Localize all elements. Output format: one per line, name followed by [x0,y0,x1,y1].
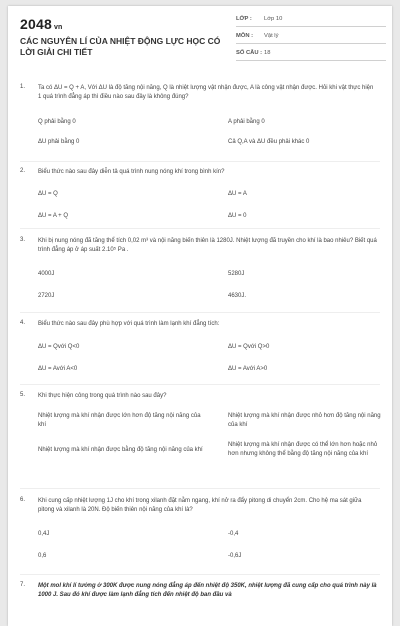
question-text: Khi thực hiện công trong quá trình nào sau đây? [38,393,167,399]
meta-value: Lớp 10 [264,16,283,22]
divider [20,228,380,229]
document-meta [236,16,386,67]
question-text: Biểu thức nào sau đây diễn tả quá trình nung nóng khí trong bình kín? [38,169,225,175]
meta-question-count [236,50,386,67]
meta-underline [236,43,386,44]
logo-text: 2048 [20,16,52,32]
option-b[interactable]: A phải bằng 0 [228,119,265,125]
option-d[interactable]: 4630J. [228,293,247,299]
option-a[interactable]: Q phải bằng 0 [38,119,76,125]
question-number: 2. [20,168,26,174]
option-c[interactable]: ΔU phải bằng 0 [38,139,80,145]
logo-suffix: vn [53,24,63,31]
question-number: 7. [20,582,26,588]
meta-value: Vật lý [264,33,279,39]
divider [20,384,380,385]
question-text: Khi cung cấp nhiệt lượng 1J cho khí trong xilanh đặt nằm ngang, khí nở ra đẩy pitong di chuyển 2cm. Cho hệ ma sát giữa pitong và xilanh là 20N. Độ biến thiên nội năng của khí là? [38,498,362,513]
option-d[interactable]: Cả Q,A và ΔU đều phải khác 0 [228,139,310,145]
option-b[interactable]: 5280J [228,271,245,277]
option-c[interactable]: ΔU = Avới A<0 [38,366,78,372]
question-text: Khi bị nung nóng đã tăng thể tích 0,02 m³ và nội năng biến thiên là 1280J. Nhiệt lượng đã truyền cho khí là bao nhiêu? Biết quá trình đẳng áp ở áp suất 2.10⁵ Pa . [38,238,377,253]
worksheet-header [8,6,392,66]
meta-subject [236,33,386,50]
option-a[interactable]: 4000J [38,271,55,277]
document-title: CÁC NGUYÊN LÍ CỦA NHIỆT ĐỘNG LỰC HỌC CÓ LỜI GIẢI CHI TIẾT [20,36,221,57]
meta-key: MÔN : [236,33,254,39]
option-b[interactable]: -0,4 [228,531,239,537]
option-c[interactable]: ΔU = A + Q [38,213,69,219]
meta-grade [236,16,386,33]
meta-underline [236,26,386,27]
option-a[interactable]: 0,4J [38,531,50,537]
option-c[interactable]: 2720J [38,293,55,299]
divider [20,574,380,575]
option-b[interactable]: ΔU = Qvới Q>0 [228,344,270,350]
question-number: 6. [20,497,26,503]
divider [20,312,380,313]
question-text: Một mol khí lí tưởng ở 300K được nung nóng đẳng áp đến nhiệt độ 350K, nhiệt lượng đã cung cấp cho quá trình này là 1000 J. Sau đó khí được làm lạnh đẳng tích đến nhiệt độ ban đầu và [38,583,377,598]
site-logo[interactable] [20,16,63,32]
question-number: 3. [20,237,26,243]
meta-key: SỐ CÂU : [236,50,263,56]
question-number: 4. [20,320,26,326]
question-text: Ta có ΔU = Q + A, Với ΔU là độ tăng nội năng, Q là nhiệt lượng vật nhận được, A là công vật nhận được. Hỏi khi vật thực hiện 1 quá trình đẳng áp thì điều nào sau đây là không đúng? [38,85,374,100]
option-a[interactable]: ΔU = Qvới Q<0 [38,344,80,350]
option-a[interactable]: Nhiệt lượng mà khí nhận được lớn hơn độ tăng nội năng của khí [38,413,201,428]
option-a[interactable]: ΔU = Q [38,191,58,197]
option-c[interactable]: 0,6 [38,553,47,559]
option-d[interactable]: ΔU = 0 [228,213,247,219]
meta-value: 18 [264,50,271,56]
question-number: 1. [20,84,26,90]
option-c[interactable]: Nhiệt lượng mà khí nhận được bằng độ tăng nội năng của khí [38,447,203,453]
meta-key: LỚP : [236,16,252,22]
question-number: 5. [20,392,26,398]
option-d[interactable]: Nhiệt lượng mà khí nhận được có thể lớn hơn hoặc nhỏ hơn nhưng không thể bằng độ tăng nội năng của khí [228,442,378,457]
worksheet-page [8,6,392,626]
divider [20,488,380,489]
option-d[interactable]: ΔU = Avới A>0 [228,366,268,372]
question-text: Biểu thức nào sau đây phù hợp với quá trình làm lạnh khí đẳng tích: [38,321,220,327]
option-b[interactable]: Nhiệt lượng mà khí nhận được nhỏ hơn độ tăng nội năng của khí [228,413,381,428]
meta-underline [236,60,386,61]
option-b[interactable]: ΔU = A [228,191,247,197]
divider [20,161,380,162]
option-d[interactable]: -0,6J [228,553,242,559]
